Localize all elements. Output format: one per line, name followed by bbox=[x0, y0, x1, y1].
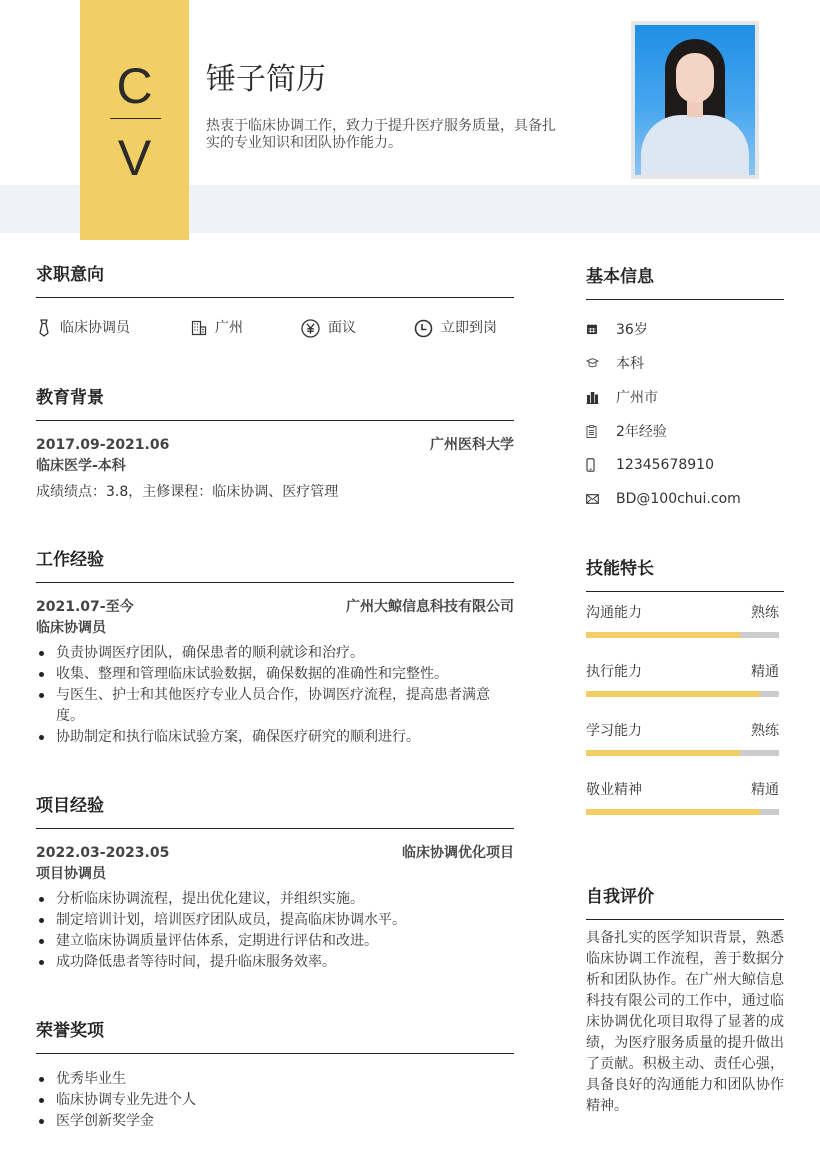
section-skills bbox=[586, 557, 784, 815]
skill-bar bbox=[586, 750, 779, 756]
skill-item bbox=[586, 780, 784, 815]
section-title: 教育背景 bbox=[36, 388, 104, 408]
skill-level: 熟练 bbox=[751, 723, 779, 739]
clipboard-icon bbox=[586, 425, 597, 438]
yen-icon bbox=[301, 319, 320, 338]
section-basic-info bbox=[586, 265, 784, 516]
cv-divider bbox=[110, 118, 161, 119]
calendar-icon bbox=[586, 323, 598, 335]
section-divider bbox=[586, 591, 784, 592]
section-divider bbox=[586, 919, 784, 920]
info-phone bbox=[586, 448, 784, 482]
resume-title: 锤子简历 bbox=[206, 62, 326, 97]
work-company: 广州大鲸信息科技有限公司 bbox=[346, 599, 514, 615]
job-intent-row bbox=[36, 318, 514, 338]
skill-bar-fill bbox=[586, 691, 760, 697]
section-title: 工作经验 bbox=[36, 550, 104, 570]
section-title: 荣誉奖项 bbox=[36, 1021, 104, 1041]
intent-label: 面议 bbox=[328, 320, 356, 336]
work-header bbox=[36, 597, 514, 617]
skill-bar bbox=[586, 632, 779, 638]
cv-letter-v: V bbox=[117, 130, 152, 186]
project-role: 项目协调员 bbox=[36, 866, 106, 882]
skill-level: 精通 bbox=[751, 664, 779, 680]
skill-level: 熟练 bbox=[751, 605, 779, 621]
profile-photo bbox=[631, 21, 759, 179]
phone-icon bbox=[586, 458, 595, 472]
info-degree bbox=[586, 346, 784, 380]
list-item: 与医生、护士和其他医疗专业人员合作，协调医疗流程，提高患者满意度。 bbox=[36, 685, 514, 727]
skill-bar-fill bbox=[586, 809, 760, 815]
work-bullets bbox=[36, 643, 514, 748]
list-item: 建立临床协调质量评估体系，定期进行评估和改进。 bbox=[36, 931, 514, 952]
tie-icon bbox=[36, 319, 52, 337]
cv-letter-c: C bbox=[116, 58, 153, 114]
skill-name: 学习能力 bbox=[586, 723, 642, 739]
skill-bar-fill bbox=[586, 632, 740, 638]
info-experience bbox=[586, 414, 784, 448]
section-divider bbox=[36, 1053, 514, 1054]
project-header bbox=[36, 843, 514, 863]
intent-availability bbox=[414, 318, 497, 338]
graduation-cap-icon bbox=[586, 357, 599, 369]
section-title: 技能特长 bbox=[586, 559, 654, 579]
section-divider bbox=[36, 420, 514, 421]
photo-image bbox=[635, 25, 755, 175]
education-major: 临床医学-本科 bbox=[36, 458, 126, 474]
cv-logo-block bbox=[80, 0, 189, 240]
skill-bar-fill bbox=[586, 750, 740, 756]
section-divider bbox=[36, 828, 514, 829]
education-period: 2017.09-2021.06 bbox=[36, 437, 170, 453]
resume-intro: 热衷于临床协调工作，致力于提升医疗服务质量，具备扎实的专业知识和团队协作能力。 bbox=[206, 118, 556, 151]
section-title: 求职意向 bbox=[36, 265, 104, 285]
project-name: 临床协调优化项目 bbox=[402, 845, 514, 861]
section-title: 基本信息 bbox=[586, 267, 654, 287]
info-email bbox=[586, 482, 784, 516]
skill-name: 敬业精神 bbox=[586, 782, 642, 798]
info-age bbox=[586, 312, 784, 346]
skill-item bbox=[586, 721, 784, 756]
work-period: 2021.07-至今 bbox=[36, 599, 134, 615]
project-period: 2022.03-2023.05 bbox=[36, 845, 170, 861]
skill-level: 精通 bbox=[751, 782, 779, 798]
info-value: 2年经验 bbox=[616, 424, 667, 440]
list-item: 医学创新奖学金 bbox=[36, 1111, 514, 1132]
info-value: 广州市 bbox=[616, 390, 658, 406]
section-project bbox=[36, 794, 514, 973]
mail-icon bbox=[586, 494, 599, 504]
list-item: 收集、整理和管理临床试验数据，确保数据的准确性和完整性。 bbox=[36, 664, 514, 685]
section-honors bbox=[36, 1019, 514, 1132]
info-value: 36岁 bbox=[616, 322, 648, 338]
list-item: 成功降低患者等待时间，提升临床服务效率。 bbox=[36, 952, 514, 973]
clock-icon bbox=[414, 319, 433, 338]
education-header bbox=[36, 435, 514, 455]
list-item: 分析临床协调流程，提出优化建议，并组织实施。 bbox=[36, 889, 514, 910]
basic-info-list bbox=[586, 312, 784, 516]
section-title: 自我评价 bbox=[586, 887, 654, 907]
list-item: 负责协调医疗团队，确保患者的顺利就诊和治疗。 bbox=[36, 643, 514, 664]
intent-city bbox=[191, 318, 301, 338]
project-bullets bbox=[36, 889, 514, 973]
skill-name: 执行能力 bbox=[586, 664, 642, 680]
work-role: 临床协调员 bbox=[36, 620, 106, 636]
self-evaluation-text: 具备扎实的医学知识背景，熟悉临床协调工作流程，善于数据分析和团队协作。在广州大鲸信息科技有限公司的工作中，通过临床协调优化项目取得了显著的成绩，为医疗服务质量的提升做出了贡献。积极主动、责任心强，具备良好的沟通能力和团队协作精神。 bbox=[586, 930, 784, 1114]
section-self-evaluation bbox=[586, 885, 784, 1117]
section-work bbox=[36, 548, 514, 748]
education-detail: 成绩绩点：3.8，主修课程：临床协调、医疗管理 bbox=[36, 484, 339, 500]
list-item: 临床协调专业先进个人 bbox=[36, 1090, 514, 1111]
skill-bar bbox=[586, 809, 779, 815]
intent-position bbox=[36, 318, 191, 338]
section-job-intent bbox=[36, 263, 514, 338]
skill-name: 沟通能力 bbox=[586, 605, 642, 621]
list-item: 制定培训计划，培训医疗团队成员，提高临床协调水平。 bbox=[36, 910, 514, 931]
skill-bar bbox=[586, 691, 779, 697]
section-divider bbox=[36, 297, 514, 298]
education-school: 广州医科大学 bbox=[430, 437, 514, 453]
city-icon bbox=[586, 391, 599, 404]
section-divider bbox=[586, 299, 784, 300]
intent-label: 广州 bbox=[215, 320, 243, 336]
list-item: 优秀毕业生 bbox=[36, 1069, 514, 1090]
intent-label: 临床协调员 bbox=[60, 320, 130, 336]
info-value: BD@100chui.com bbox=[616, 491, 741, 507]
building-icon bbox=[191, 320, 207, 336]
list-item: 协助制定和执行临床试验方案，确保医疗研究的顺利进行。 bbox=[36, 727, 514, 748]
honors-list bbox=[36, 1069, 514, 1132]
skill-item bbox=[586, 662, 784, 697]
info-city bbox=[586, 380, 784, 414]
intent-salary bbox=[301, 318, 414, 338]
section-education bbox=[36, 386, 514, 503]
skill-item bbox=[586, 603, 784, 638]
info-value: 本科 bbox=[616, 356, 644, 372]
section-title: 项目经验 bbox=[36, 796, 104, 816]
intent-label: 立即到岗 bbox=[441, 320, 497, 336]
info-value: 12345678910 bbox=[616, 457, 714, 473]
section-divider bbox=[36, 582, 514, 583]
